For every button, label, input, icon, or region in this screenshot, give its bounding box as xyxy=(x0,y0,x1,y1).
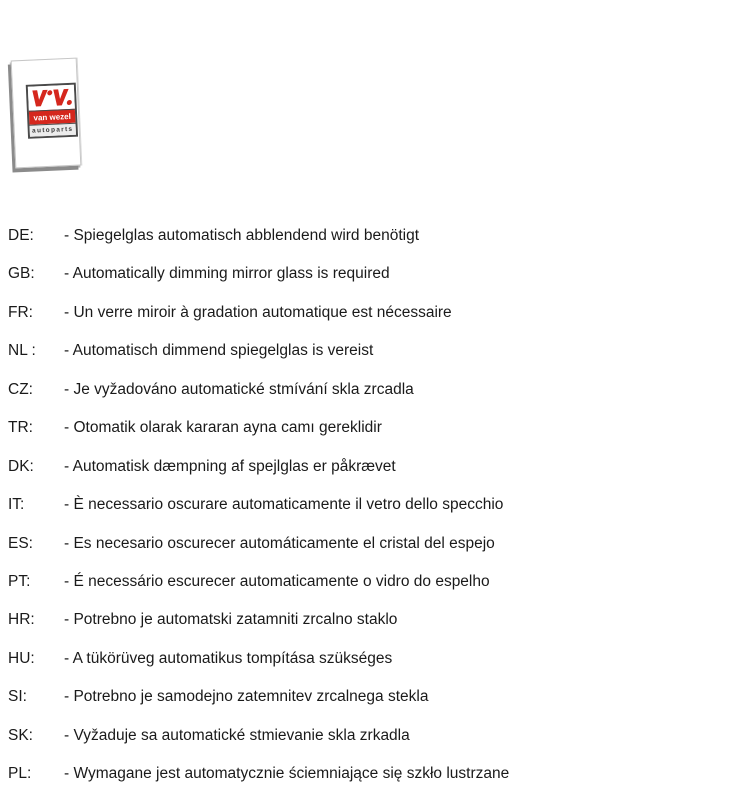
language-code: SI: xyxy=(8,688,27,706)
translation-row-de xyxy=(8,217,743,255)
translation-text: - Automatisk dæmpning af spejlglas er påkrævet xyxy=(64,457,396,475)
translation-row-gb xyxy=(8,255,743,293)
language-code: DK: xyxy=(8,457,34,475)
translation-row-it xyxy=(8,486,743,524)
language-code: DE: xyxy=(8,227,34,244)
language-code: PT: xyxy=(8,572,31,590)
language-code: PL: xyxy=(8,765,32,783)
translation-text: - Otomatik olarak kararan ayna camı gereklidir xyxy=(64,419,382,437)
translation-text: - Spiegelglas automatisch abblendend wird benötigt xyxy=(64,227,420,244)
language-code: FR: xyxy=(8,303,33,321)
translation-text: - A tükörüveg automatikus tompítása szükséges xyxy=(64,649,393,667)
language-code: NL : xyxy=(8,342,36,360)
vw-mark-area xyxy=(28,85,75,111)
language-code: TR: xyxy=(8,419,33,437)
language-code: CZ: xyxy=(8,380,33,398)
translation-row-hu xyxy=(8,640,743,678)
translation-text: - Potrebno je automatski zatamniti zrcalno staklo xyxy=(64,611,398,629)
translation-text: - É necessário escurecer automaticamente o vidro do espelho xyxy=(64,572,490,590)
translation-text: - Es necesario oscurecer automáticamente el cristal del espejo xyxy=(64,534,495,552)
van-wezel-logo-card xyxy=(11,58,82,169)
translation-row-cz xyxy=(8,371,743,409)
translation-row-pt xyxy=(8,563,743,601)
translation-row-es xyxy=(8,525,743,563)
van-wezel-logo-box xyxy=(26,83,78,139)
translation-text: - Je vyžadováno automatické stmívání skla zrcadla xyxy=(64,380,414,398)
translation-text: - Automatisch dimmend spiegelglas is vereist xyxy=(64,342,374,360)
language-code: SK: xyxy=(8,726,33,744)
translations-list xyxy=(8,217,743,794)
translation-text: - Un verre miroir à gradation automatique est nécessaire xyxy=(64,303,452,321)
language-code: HR: xyxy=(8,611,35,629)
language-code: HU: xyxy=(8,649,35,667)
translation-row-nl xyxy=(8,332,743,370)
translation-text: - Vyžaduje sa automatické stmievanie skla zrkadla xyxy=(64,726,410,744)
vw-mark-icon xyxy=(30,88,73,108)
autoparts-label: autoparts xyxy=(29,123,75,137)
translation-text: - Wymagane jest automatycznie ściemniające się szkło lustrzane xyxy=(64,765,510,783)
translation-row-tr xyxy=(8,409,743,447)
translation-text: - Automatically dimming mirror glass is required xyxy=(64,265,390,283)
translation-row-pl xyxy=(8,755,743,793)
translation-row-dk xyxy=(8,448,743,486)
language-code: GB: xyxy=(8,265,35,283)
translation-row-si xyxy=(8,678,743,716)
translation-row-fr xyxy=(8,294,743,332)
translation-text: - È necessario oscurare automaticamente il vetro dello specchio xyxy=(64,496,504,514)
language-code: ES: xyxy=(8,534,33,552)
translation-row-hr xyxy=(8,601,743,639)
brand-name: van wezel xyxy=(29,109,76,125)
language-code: IT: xyxy=(8,496,25,514)
translation-row-sk xyxy=(8,717,743,755)
translation-text: - Potrebno je samodejno zatemnitev zrcalnega stekla xyxy=(64,688,429,706)
